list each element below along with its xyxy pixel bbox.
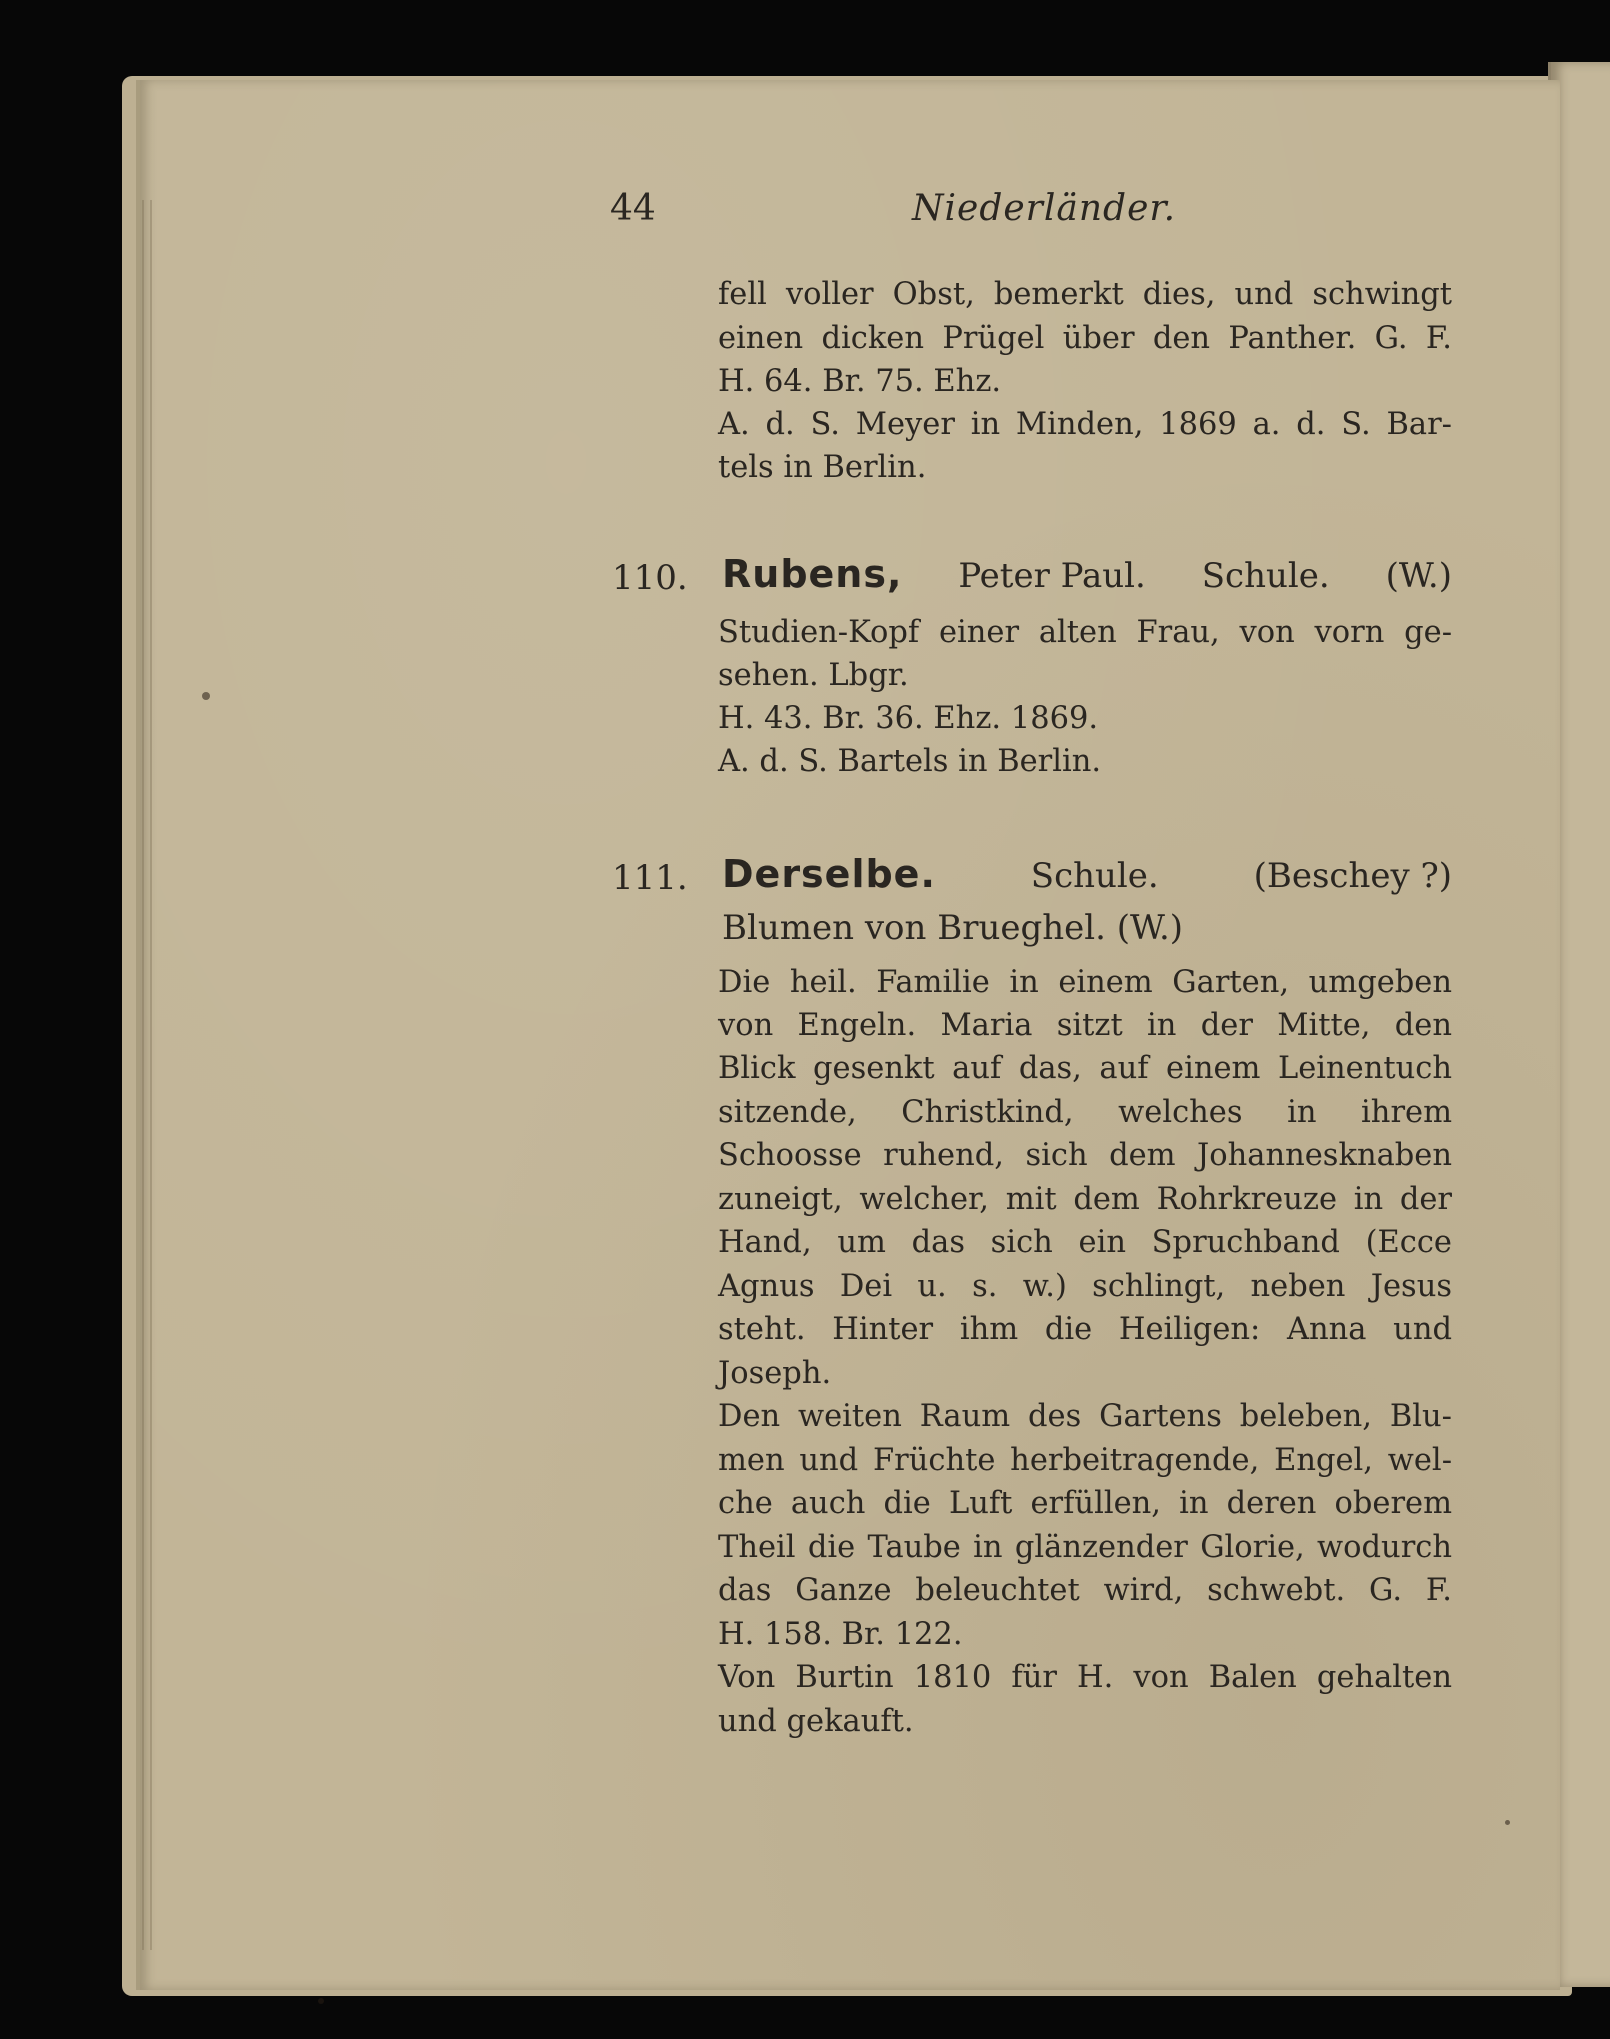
entry-line: Agnus Dei u. s. w.) schlingt, neben Jesus bbox=[718, 1269, 1452, 1304]
entry-line: men und Früchte herbeitragende, Engel, wel- bbox=[718, 1443, 1452, 1478]
entry-line: von Engeln. Maria sitzt in der Mitte, den bbox=[718, 1008, 1452, 1043]
entry-subheading: Blumen von Brueghel. (W.) bbox=[722, 908, 1184, 948]
entry-line: A. d. S. Bartels in Berlin. bbox=[718, 744, 1102, 779]
entry-line: H. 158. Br. 122. bbox=[718, 1617, 963, 1652]
continuation-line: H. 64. Br. 75. Ehz. bbox=[718, 364, 1002, 399]
entry-line: Blick gesenkt auf das, auf einem Leinentuch bbox=[718, 1051, 1452, 1086]
paper-spot bbox=[1505, 1820, 1510, 1825]
entry-line: das Ganze beleuchtet wird, schwebt. G. F. bbox=[718, 1573, 1452, 1608]
entry-line: Von Burtin 1810 für H. von Balen gehalten bbox=[718, 1660, 1452, 1695]
entry-line: und gekauft. bbox=[718, 1704, 914, 1739]
collection-mark: (Beschey ?) bbox=[1253, 856, 1452, 896]
entry-line: Schoosse ruhend, sich dem Johannesknaben bbox=[718, 1138, 1452, 1173]
paper-spot bbox=[318, 1998, 324, 2004]
entry-line: zuneigt, welcher, mit dem Rohrkreuze in der bbox=[718, 1182, 1452, 1217]
entry-line: Studien-Kopf einer alten Frau, von vorn ge- bbox=[718, 615, 1452, 650]
continuation-line: einen dicken Prügel über den Panther. G. F. bbox=[718, 321, 1452, 356]
entry-heading bbox=[722, 552, 1452, 596]
page-fold-line bbox=[142, 200, 144, 1950]
entry-line: steht. Hinter ihm die Heiligen: Anna und bbox=[718, 1312, 1452, 1347]
artist-name: Rubens, bbox=[722, 552, 903, 596]
entry-line: Die heil. Familie in einem Garten, umgeben bbox=[718, 965, 1452, 1000]
continuation-line: tels in Berlin. bbox=[718, 450, 927, 485]
attribution: Schule. bbox=[1030, 856, 1159, 896]
artist-name: Derselbe. bbox=[722, 852, 936, 896]
entry-line: H. 43. Br. 36. Ehz. 1869. bbox=[718, 701, 1099, 736]
entry-line: che auch die Luft erfüllen, in deren oberem bbox=[718, 1486, 1452, 1521]
entry-line: sitzende, Christkind, welches in ihrem bbox=[718, 1095, 1452, 1130]
entry-number: 111. bbox=[612, 858, 688, 898]
entry-heading bbox=[722, 852, 1452, 896]
artist-given-name: Peter Paul. bbox=[958, 556, 1146, 596]
entry-line: Joseph. bbox=[718, 1356, 832, 1391]
attribution: Schule. bbox=[1201, 556, 1330, 596]
entry-line: sehen. Lbgr. bbox=[718, 658, 909, 693]
page-fold-line bbox=[150, 200, 152, 1950]
entry-line: Hand, um das sich ein Spruchband (Ecce bbox=[718, 1225, 1452, 1260]
entry-line: Theil die Taube in glänzender Glorie, wodurch bbox=[718, 1530, 1452, 1565]
page-number: 44 bbox=[610, 188, 656, 229]
continuation-line: A. d. S. Meyer in Minden, 1869 a. d. S. Bar- bbox=[718, 407, 1452, 442]
running-title: Niederländer. bbox=[912, 188, 1177, 229]
paper-spot bbox=[202, 692, 210, 700]
entry-line: Den weiten Raum des Gartens beleben, Blu- bbox=[718, 1399, 1452, 1434]
entry-number: 110. bbox=[612, 558, 688, 598]
collection-mark: (W.) bbox=[1385, 556, 1452, 596]
continuation-line: fell voller Obst, bemerkt dies, und schwingt bbox=[718, 277, 1452, 312]
